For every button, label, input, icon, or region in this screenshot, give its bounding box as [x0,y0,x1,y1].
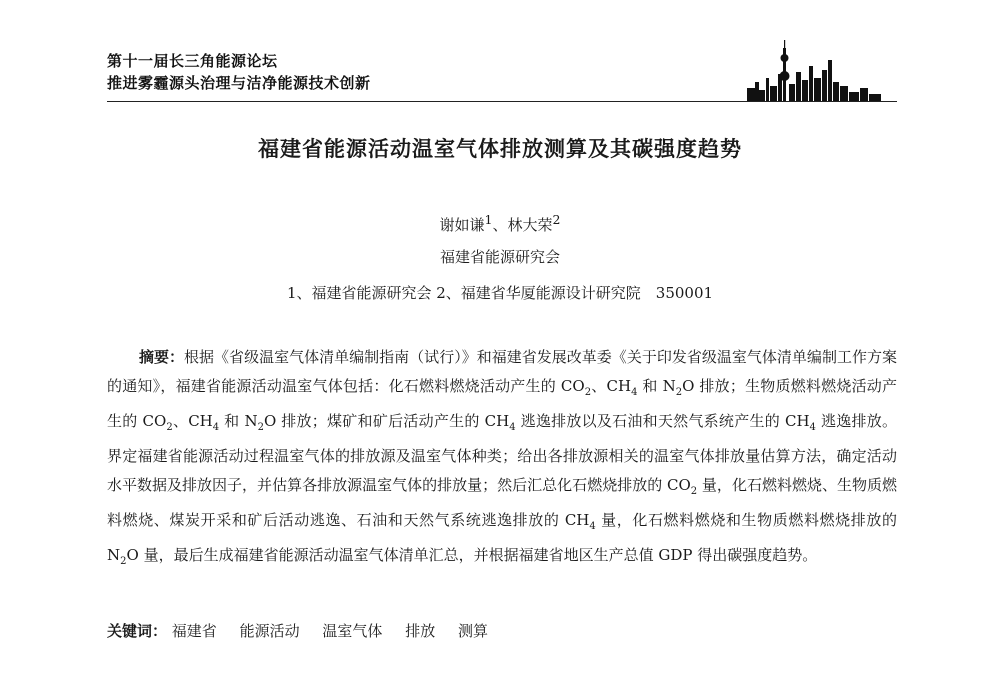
keywords [107,620,506,641]
author-line [0,212,1000,235]
keyword: 温室气体 [322,622,383,640]
author-separator: 、 [492,216,508,234]
abstract-label: 摘要： [139,348,185,366]
conference-name: 第十一届长三角能源论坛 [107,52,278,70]
keyword: 排放 [405,622,436,640]
affiliations: 1、福建省能源研究会 2、福建省华厦能源设计研究院 350001 [286,284,714,302]
author-name: 林大荣 [507,216,553,234]
abstract: 摘要：根据《省级温室气体清单编制指南（试行）》和福建省发展改革委《关于印发省级温室气体清单编制工作方案的通知》，福建省能源活动温室气体包括：化石燃料燃烧活动产生的 $CO_2$、$CH_4$ 和 $N_2O$ 排放；生物质燃料燃烧活动产生的 $CO_2$、$CH_4$ 和 $N_2O$ 排放；煤矿和矿后活动产生的 $CH_4$ 逃逸排放以及石油和天然气系统产生的 $CH_4$ 逃逸排放。界定福建省能源活动过程温室气体的排放源及温室气体种类；给出各排放源相关的温室气体排放量估算方法，确定活动水平数据及排放因子，并估算各排放源温室气体的排放量；然后汇总化石燃烧排放的 $CO_2$ 量，化石燃料燃烧、生物质燃料燃烧、煤炭开采和矿后活动逃逸、石油和天然气系统逃逸排放的 $CH_4$ 量，化石燃料燃烧和生物质燃料燃烧排放的 $N_2O$ 量，最后生成福建省能源活动温室气体清单汇总，并根据福建省地区生产总值 GDP 得出碳强度趋势。 [107,348,898,567]
paper-title: 福建省能源活动温室气体排放测算及其碳强度趋势 [258,137,742,161]
keywords-label: 关键词： [107,622,168,640]
keyword: 测算 [457,622,488,640]
city-skyline-logo [745,38,895,102]
organization: 福建省能源研究会 [439,248,560,266]
conference-theme: 推进雾霾源头治理与洁净能源技术创新 [107,74,371,92]
keyword: 能源活动 [239,622,300,640]
header-divider [107,101,897,102]
author-affiliation-mark: 2 [552,212,561,227]
author-name: 谢如谦 [439,216,485,234]
keyword: 福建省 [171,622,217,640]
author-affiliation-mark: 1 [484,212,493,227]
